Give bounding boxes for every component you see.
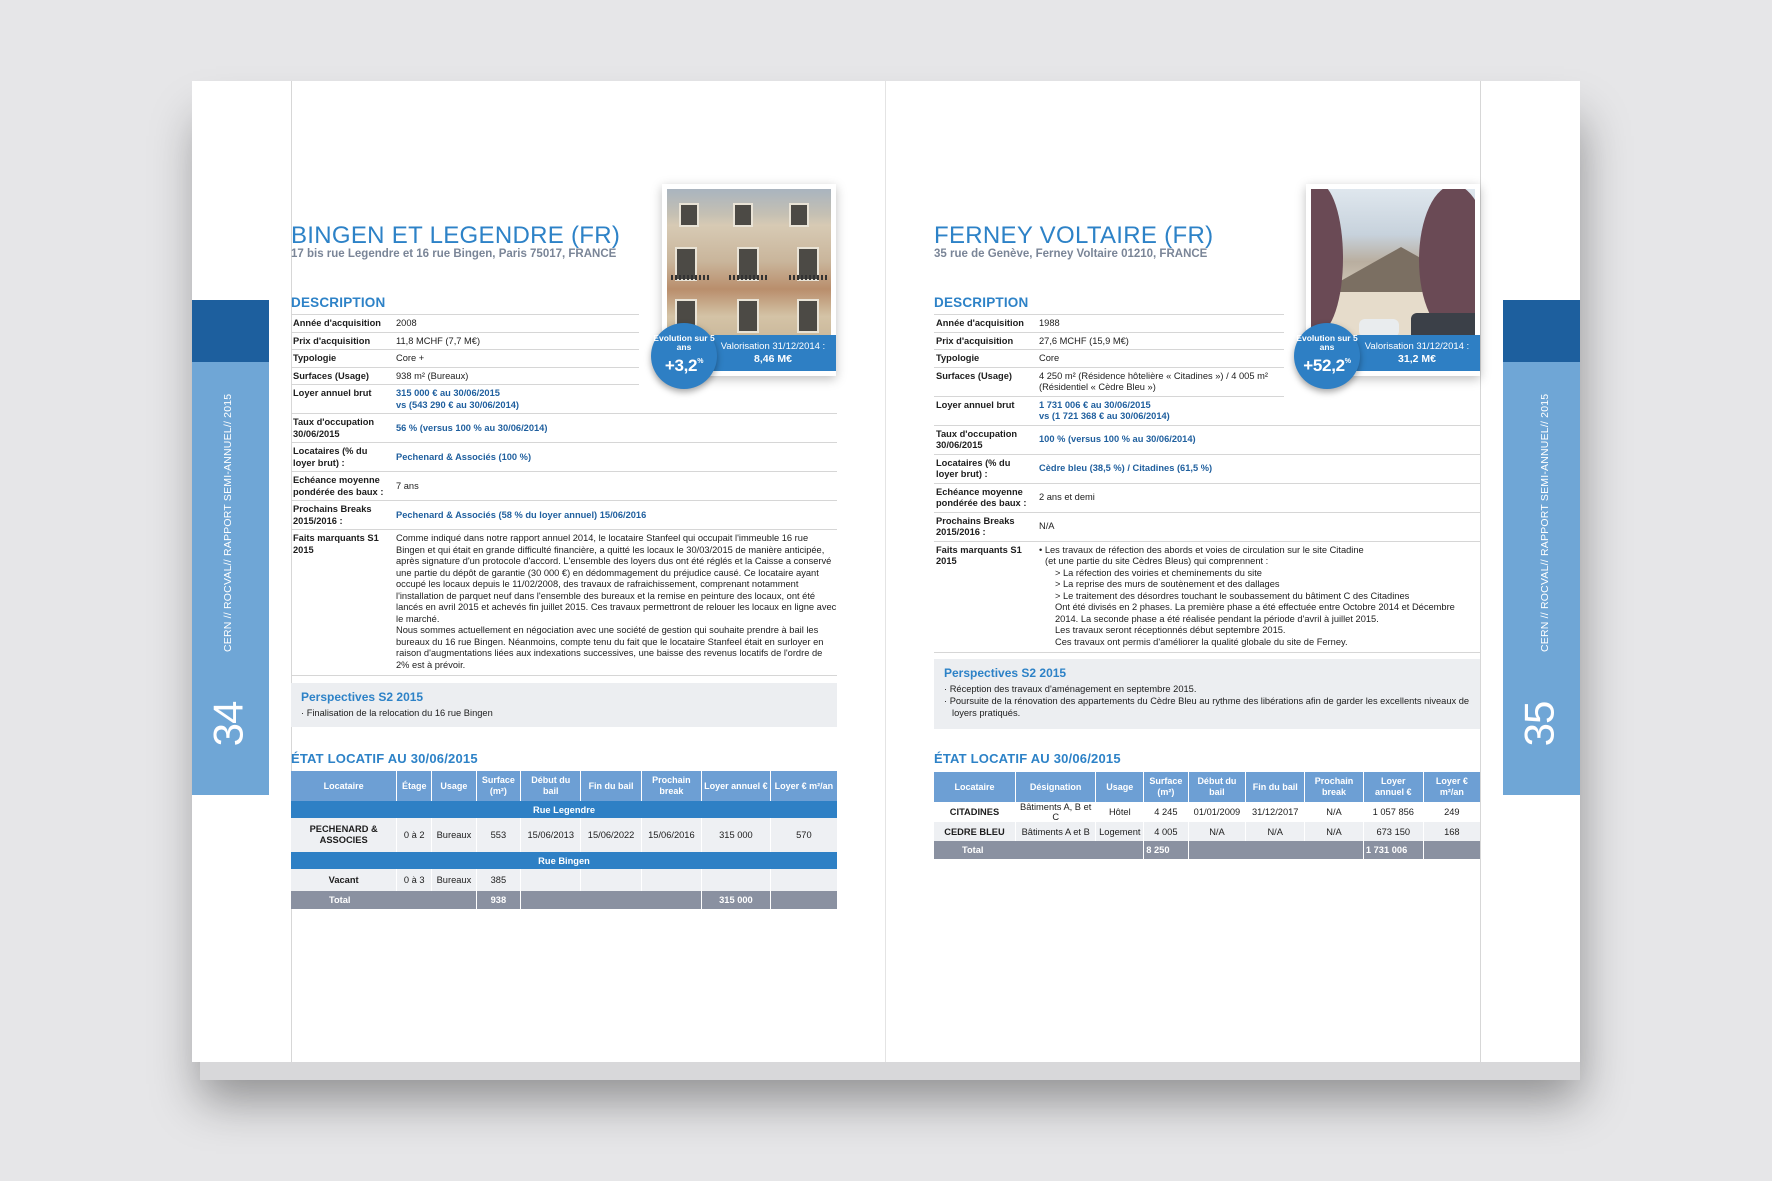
etat-locatif-table — [291, 771, 837, 909]
left-side-tab — [192, 300, 269, 795]
right-side-tab — [1503, 300, 1580, 795]
perspectives-item: · Réception des travaux d'aménagement en septembre 2015. — [944, 684, 1197, 694]
col-header: Étage — [397, 771, 432, 801]
desc-value: 56 % (versus 100 % au 30/06/2014) — [396, 422, 548, 433]
desc-label: Taux d'occupation 30/06/2015 — [936, 428, 1018, 450]
col-header: Loyer annuel € — [702, 771, 771, 801]
cell: CEDRE BLEU — [934, 822, 1015, 841]
cell: Logement — [1096, 822, 1144, 841]
total-label: Total — [291, 891, 476, 909]
total-label: Total — [934, 841, 1144, 859]
desc-value: Core + — [396, 353, 425, 363]
desc-row — [291, 471, 837, 500]
valuation-bar — [710, 335, 836, 371]
cell — [770, 891, 837, 909]
desc-value: 11,8 MCHF (7,7 M€) — [396, 335, 481, 346]
cell: N/A — [1188, 822, 1246, 841]
cell: 1 057 856 — [1363, 802, 1423, 822]
desc-value-compare: vs (543 290 € au 30/06/2014) — [396, 399, 520, 410]
highlights-paragraph: Comme indiqué dans notre rapport annuel 2014, le locataire Stanfeel qui occupait l'immeuble 16 rue Bingen et qui était en grande difficulté financière, a quitté les locaux le 30/03/2015 de manière anticipée, après signature d'un protocole d'accord. L'ensemble des loyers dus ont été réglés et la Caisse a conservé une partie du dépôt de garantie (30 000 €) en dédommagement du préjudice causé. Ce locataire ayant occupé les locaux depuis le 11/02/2008, des travaux de rafraichissement, comprenant notamment l'installation de parquet neuf dans l'ensemble des bureaux et la remise en peinture des locaux, ont été lancés en avril 2015 et achevés fin juillet 2015. Ces travaux permettront de relouer les locaux en ligne avec le marché. — [396, 533, 837, 624]
desc-label: Année d'acquisition — [293, 318, 381, 328]
total-loyer: 1 731 006 — [1363, 841, 1423, 859]
desc-value: 100 % (versus 100 % au 30/06/2014) — [1039, 434, 1196, 445]
evolution-value: +3,2 — [664, 356, 698, 375]
desc-label: Surfaces (Usage) — [293, 370, 369, 381]
perspectives-box — [934, 659, 1480, 729]
cell: 168 — [1423, 822, 1480, 841]
valuation-value: 31,2 M€ — [1398, 353, 1436, 365]
cell: CITADINES — [934, 802, 1015, 822]
cell — [702, 869, 771, 891]
desc-label: Loyer annuel brut — [293, 388, 372, 398]
desc-value: Pechenard & Associés (100 %) — [396, 451, 532, 462]
cell: Bureaux — [432, 869, 476, 891]
desc-row — [934, 541, 1480, 654]
desc-value-compare: vs (1 721 368 € au 30/06/2014) — [1039, 411, 1170, 421]
desc-value: 1988 — [1039, 318, 1060, 328]
desc-value: Core — [1039, 353, 1060, 363]
cell: 315 000 — [702, 818, 771, 852]
perspectives-heading: Perspectives S2 2015 — [301, 690, 424, 704]
property-title: BINGEN ET LEGENDRE (FR) — [291, 222, 621, 249]
footer-text: CERN // ROCVAL// RAPPORT SEMI-ANNUEL// 2015 — [222, 393, 234, 652]
highlights-paragraph: Nous sommes actuellement en négociation avec une société de gestion qui souhaite prendre à bail les bureaux du 16 rue Bingen. Néanmoins, compte tenu du fait que le locataire Stanfeel était en surloyer en raison d'augmentations liées aux indexations successives, une baisse des revenus locatifs de l'ordre de 2% est à prévoir. — [396, 625, 824, 670]
col-header: Fin du bail — [1246, 772, 1305, 802]
col-header: Prochain break — [641, 771, 701, 801]
cell: 570 — [770, 818, 837, 852]
percent-sign: % — [697, 358, 704, 365]
desc-label: Locataires (% du loyer brut) : — [293, 446, 368, 468]
col-header: Usage — [432, 771, 476, 801]
col-header: Loyer annuel € — [1363, 772, 1423, 802]
desc-value: Cèdre bleu (38,5 %) / Citadines (61,5 %) — [1039, 463, 1213, 474]
cell: Hôtel — [1096, 802, 1144, 822]
highlights-line: Ont été divisés en 2 phases. La première phase a été effectuée entre Octobre 2014 et Décembre 2014. La seconde phase a été réalisée pendant la période d'avril à juillet 2015. — [1055, 602, 1455, 624]
highlights-line: (et une partie du site Cèdres Bleus) qui comprennent : — [1045, 556, 1269, 566]
evolution-badge — [1294, 323, 1360, 389]
evolution-label: Evolution sur 5 ans — [1296, 333, 1358, 352]
cell — [521, 869, 581, 891]
description-heading: DESCRIPTION — [934, 295, 1029, 310]
total-loyer: 315 000 — [702, 891, 771, 909]
cell: 01/01/2009 — [1188, 802, 1246, 822]
etat-locatif-table — [934, 772, 1480, 859]
etat-locatif-heading: ÉTAT LOCATIF AU 30/06/2015 — [291, 751, 478, 766]
cell: 249 — [1423, 802, 1480, 822]
desc-row — [934, 454, 1480, 483]
table-header — [934, 772, 1480, 802]
perspectives-item: · Poursuite de la rénovation des appartements du Cèdre Bleu au rythme des libérations afin de garder les excellents niveaux de loyers pratiqués. — [944, 696, 1470, 718]
desc-label: Taux d'occupation 30/06/2015 — [293, 417, 375, 439]
desc-label: Faits marquants S1 2015 — [936, 544, 1022, 566]
col-header: Loyer € m²/an — [770, 771, 837, 801]
page-number: 34 — [204, 701, 252, 747]
col-header: Surface (m²) — [476, 771, 520, 801]
section-label: Rue Legendre — [291, 801, 837, 818]
cell: Bureaux — [432, 818, 476, 852]
total-row — [291, 891, 837, 909]
cell: N/A — [1305, 802, 1364, 822]
table-row — [291, 818, 837, 852]
desc-row — [291, 442, 837, 471]
desc-label: Année d'acquisition — [936, 318, 1024, 328]
desc-label: Prochains Breaks 2015/2016 : — [936, 515, 1015, 537]
perspectives-heading: Perspectives S2 2015 — [944, 666, 1067, 680]
property-address: 17 bis rue Legendre et 16 rue Bingen, Paris 75017, FRANCE — [291, 248, 617, 260]
desc-row — [291, 367, 639, 385]
desc-row — [291, 349, 639, 367]
desc-value: 4 250 m² (Résidence hôtelière « Citadines ») / 4 005 m² (Résidentiel « Cèdre Bleu ») — [1039, 370, 1268, 392]
col-header: Fin du bail — [581, 771, 641, 801]
property-title: FERNEY VOLTAIRE (FR) — [934, 222, 1214, 249]
highlights-line: > La réfection des voiries et cheminements du site — [1055, 567, 1262, 578]
desc-row — [934, 512, 1480, 541]
cell: PECHENARD & ASSOCIES — [291, 818, 397, 852]
desc-row — [291, 529, 837, 676]
table-row — [934, 822, 1480, 841]
desc-row — [934, 425, 1480, 454]
col-header: Désignation — [1015, 772, 1095, 802]
col-header: Loyer € m²/an — [1423, 772, 1480, 802]
cell: Bâtiments A, B et C — [1015, 802, 1095, 822]
desc-row — [291, 332, 639, 350]
desc-row — [291, 413, 837, 442]
total-surface: 8 250 — [1144, 841, 1188, 859]
total-row — [934, 841, 1480, 859]
desc-value: 315 000 € au 30/06/2015 — [396, 388, 500, 398]
property-address: 35 rue de Genève, Ferney Voltaire 01210, FRANCE — [934, 248, 1208, 260]
evolution-badge — [651, 323, 717, 389]
desc-label: Prix d'acquisition — [936, 335, 1014, 346]
evolution-label: Evolution sur 5 ans — [653, 333, 715, 352]
valuation-bar — [1354, 335, 1480, 371]
highlights-line: > Le traitement des désordres touchant le soubassement du bâtiment C des Citadines — [1055, 590, 1410, 601]
section-row — [291, 801, 837, 818]
valuation-label: Valorisation 31/12/2014 : — [1364, 341, 1470, 352]
cell: 4 005 — [1144, 822, 1188, 841]
cell — [521, 891, 702, 909]
col-header: Prochain break — [1305, 772, 1364, 802]
desc-row — [934, 396, 1284, 425]
desc-label: Locataires (% du loyer brut) : — [936, 457, 1011, 479]
cell: 0 à 3 — [397, 869, 432, 891]
cell: 15/06/2022 — [581, 818, 641, 852]
description-heading: DESCRIPTION — [291, 295, 386, 310]
desc-value: 938 m² (Bureaux) — [396, 370, 469, 381]
desc-label: Surfaces (Usage) — [936, 370, 1012, 381]
desc-label: Echéance moyenne pondérée des baux : — [936, 486, 1027, 508]
col-header: Usage — [1096, 772, 1144, 802]
desc-row — [934, 349, 1284, 367]
desc-row — [291, 384, 639, 413]
etat-locatif-heading: ÉTAT LOCATIF AU 30/06/2015 — [934, 751, 1121, 766]
desc-value: Pechenard & Associés (58 % du loyer annuel) 15/06/2016 — [396, 509, 647, 520]
cell — [1423, 841, 1480, 859]
cell: 553 — [476, 818, 520, 852]
cell — [770, 869, 837, 891]
cell: 0 à 2 — [397, 818, 432, 852]
desc-label: Prochains Breaks 2015/2016 : — [293, 504, 372, 526]
right-margin-line — [1480, 81, 1481, 1062]
table-row — [291, 869, 837, 891]
cell: 15/06/2016 — [641, 818, 701, 852]
col-header: Début du bail — [1188, 772, 1246, 802]
section-row — [291, 852, 837, 869]
desc-row — [291, 314, 639, 332]
col-header: Locataire — [291, 771, 397, 801]
desc-label: Echéance moyenne pondérée des baux : — [293, 475, 384, 497]
col-header: Début du bail — [521, 771, 581, 801]
cell: N/A — [1246, 822, 1305, 841]
highlights-line: Les travaux seront réceptionnés début septembre 2015. — [1055, 625, 1286, 635]
desc-label: Loyer annuel brut — [936, 399, 1015, 410]
col-header: Locataire — [934, 772, 1015, 802]
perspectives-item: · Finalisation de la relocation du 16 rue Bingen — [301, 708, 493, 718]
footer-text: CERN // ROCVAL// RAPPORT SEMI-ANNUEL// 2015 — [1539, 393, 1551, 652]
cell: N/A — [1305, 822, 1364, 841]
desc-row — [934, 367, 1284, 396]
cell: 15/06/2013 — [521, 818, 581, 852]
section-label: Rue Bingen — [291, 852, 837, 869]
desc-row — [934, 314, 1284, 332]
highlights-line: • Les travaux de réfection des abords et voies de circulation sur le site Citadine — [1039, 544, 1364, 555]
table-header — [291, 771, 837, 801]
percent-sign: % — [1344, 358, 1351, 365]
col-header: Surface (m²) — [1144, 772, 1188, 802]
desc-label: Faits marquants S1 2015 — [293, 533, 379, 555]
cell: Bâtiments A et B — [1015, 822, 1095, 841]
desc-value: 2008 — [396, 318, 417, 328]
highlights-line: > La reprise des murs de soutènement et des dallages — [1055, 579, 1280, 589]
desc-row — [934, 332, 1284, 350]
desc-value: 1 731 006 € au 30/06/2015 — [1039, 399, 1151, 410]
table-row — [934, 802, 1480, 822]
evolution-value: +52,2 — [1303, 356, 1345, 375]
cell: Vacant — [291, 869, 397, 891]
desc-value: N/A — [1039, 521, 1055, 532]
desc-label: Prix d'acquisition — [293, 335, 371, 346]
desc-value: 7 ans — [396, 480, 419, 491]
desc-row — [291, 500, 837, 529]
desc-value: 2 ans et demi — [1039, 492, 1095, 503]
valuation-label: Valorisation 31/12/2014 : — [720, 341, 826, 352]
cell — [581, 869, 641, 891]
desc-value: 27,6 MCHF (15,9 M€) — [1039, 335, 1129, 346]
desc-label: Typologie — [936, 353, 980, 363]
cell: 4 245 — [1144, 802, 1188, 822]
cell — [1188, 841, 1363, 859]
page-number: 35 — [1515, 701, 1563, 747]
cell: 673 150 — [1363, 822, 1423, 841]
highlights-line: Ces travaux ont permis d'améliorer la qualité globale du site de Ferney. — [1055, 636, 1348, 647]
cell: 385 — [476, 869, 520, 891]
cell: 31/12/2017 — [1246, 802, 1305, 822]
perspectives-box — [291, 683, 837, 727]
total-surface: 938 — [476, 891, 520, 909]
valuation-value: 8,46 M€ — [754, 353, 792, 365]
cell — [641, 869, 701, 891]
desc-row — [934, 483, 1480, 512]
desc-label: Typologie — [293, 353, 337, 363]
